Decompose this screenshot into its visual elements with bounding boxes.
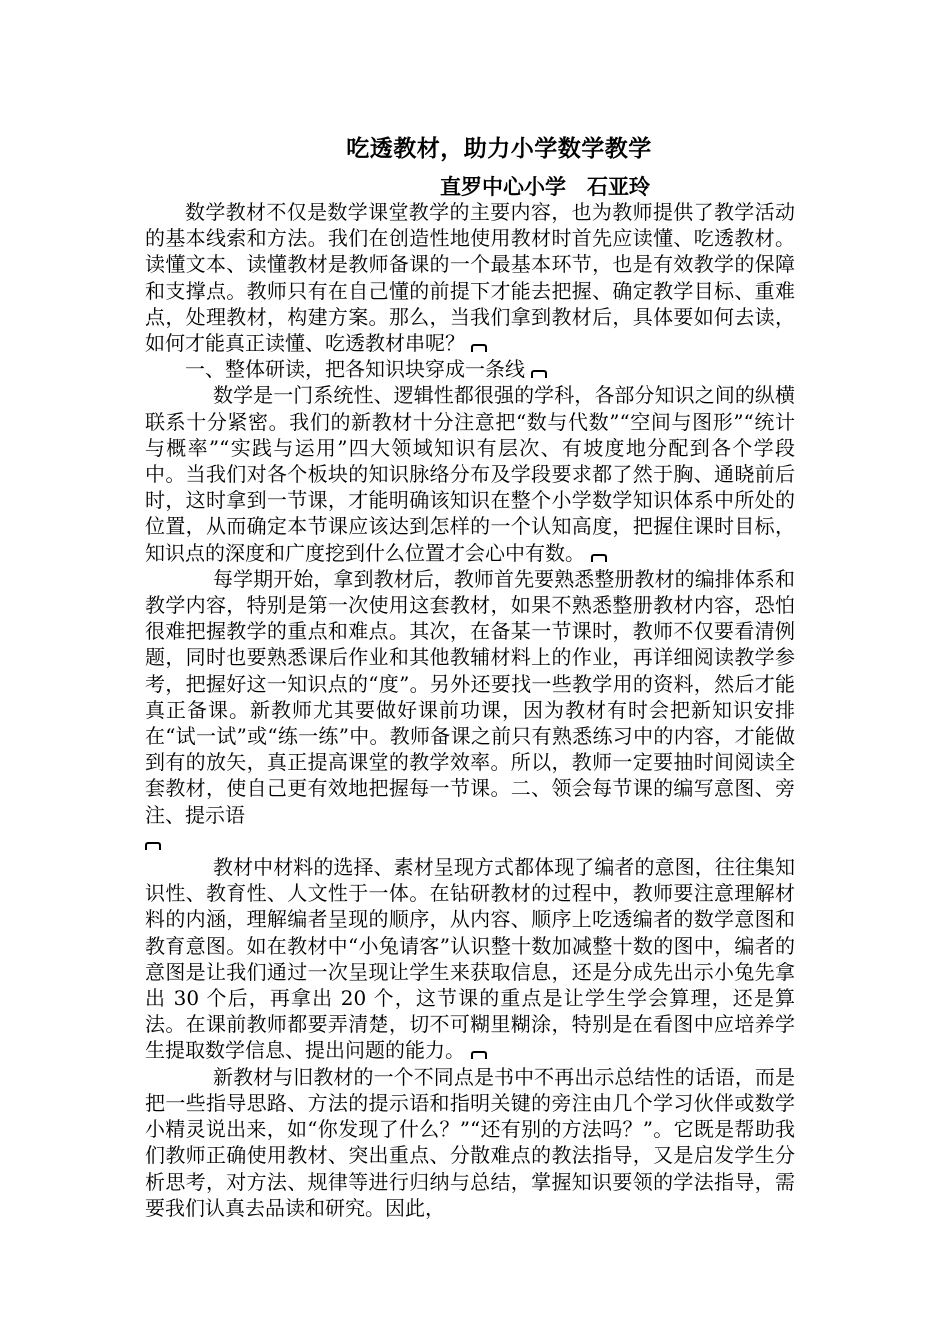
section-heading-1 — [145, 356, 795, 382]
paragraph-5 — [145, 1064, 795, 1221]
paragraph-5-text: 新教材与旧教材的一个不同点是书中不再出示总结性的话语，而是把一些指导思路、方法的提示语和指明关键的旁注由几个学习伙伴或数学小精灵说出来，如“你发现了什么？”“还有别的方法吗？”。它既是帮助我们教师正确使用教材、突出重点、分散难点的教法指导，又是启发学生分析思考，对方法、规律等进行归纳与总结，掌握知识要领的学法指导，需要我们认真去品读和研究。因此， — [145, 1064, 795, 1220]
section-heading-1-text: 一、整体研读，把各知识块穿成一条线 — [185, 357, 525, 382]
paragraph-2-text: 数学是一门系统性、逻辑性都很强的学科，各部分知识之间的纵横联系十分紧密。我们的新教材十分注意把“数与代数”“空间与图形”“统计与概率”“实践与运用”四大领域知识有层次、有坡度地分配到各个学段中。当我们对各个板块的知识脉络分布及学段要求都了然于胸、通晓前后时，这时拿到一节课，才能明确该知识在整个小学数学知识体系中所处的位置，从而确定本节课应该达到怎样的一个认知高度，把握住课时目标，知识点的深度和广度挖到什么位置才会心中有数。 — [145, 383, 795, 565]
paragraph-3-text: 每学期开始，拿到教材后，教师首先要熟悉整册教材的编排体系和教学内容，特别是第一次使用这套教材，如果不熟悉整册教材内容，恐怕很难把握教学的重点和难点。其次，在备某一节课时，教师不仅要看清例题，同时也要熟悉课后作业和其他教辅材料上的作业，再详细阅读教学参考，把握好这一知识点的“度”。另外还要找一些教学用的资料，然后才能真正备课。新教师尤其要做好课前功课，因为教材有时会把新知识安排在“试一试”或“练一练”中。教师备课之前只有熟悉练习中的内容，才能做到有的放矢，真正提高课堂的教学效率。所以，教师一定要抽时间阅读全套教材，使自己更有效地把握每一节课。二、领会每节课的编写意图、旁注、提示语 — [145, 566, 795, 827]
paragraph-mark-icon — [471, 1051, 487, 1059]
document-body — [145, 199, 795, 1221]
paragraph-intro-text: 数学教材不仅是数学课堂教学的主要内容，也为教师提供了教学活动的基本线索和方法。我们在创造性地使用教材时首先应读懂、吃透教材。读懂文本、读懂教材是教师备课的一个最基本环节，也是有效教学的保障和支撑点。教师只有在自己懂的前提下才能去把握、确定教学目标、重难点，处理教材，构建方案。那么，当我们拿到教材后，具体要如何去读，如何才能真正读懂、吃透教材串呢？ — [145, 200, 795, 356]
paragraph-4-text: 教材中材料的选择、素材呈现方式都体现了编者的意图，往往集知识性、教育性、人文性于一体。在钻研教材的过程中，教师要注意理解材料的内涵，理解编者呈现的顺序，从内容、顺序上吃透编者的数学意图和教育意图。如在教材中“小兔请客”认识整十数加减整十数的图中，编者的意图是让我们通过一次呈现让学生来获取信息，还是分成先出示小兔先拿出 30 个后，再拿出 20 个，这节课的重点是让学生学会算理，还是算法。在课前教师都要弄清楚，切不可糊里糊涂，特别是在看图中应培养学生提取数学信息、提出问题的能力。 — [145, 855, 795, 1063]
paragraph-2 — [145, 382, 795, 565]
paragraph-mark-line — [145, 828, 795, 854]
paragraph-mark-icon — [471, 344, 487, 352]
paragraph-mark-icon — [531, 370, 547, 378]
paragraph-mark-icon — [591, 554, 607, 562]
document-author: 直罗中心小学 石亚玲 — [440, 174, 650, 199]
paragraph-intro — [145, 199, 795, 356]
document-title: 吃透教材，助力小学数学教学 — [346, 135, 652, 162]
paragraph-mark-icon — [145, 842, 161, 850]
paragraph-4 — [145, 854, 795, 1064]
paragraph-3 — [145, 566, 795, 828]
